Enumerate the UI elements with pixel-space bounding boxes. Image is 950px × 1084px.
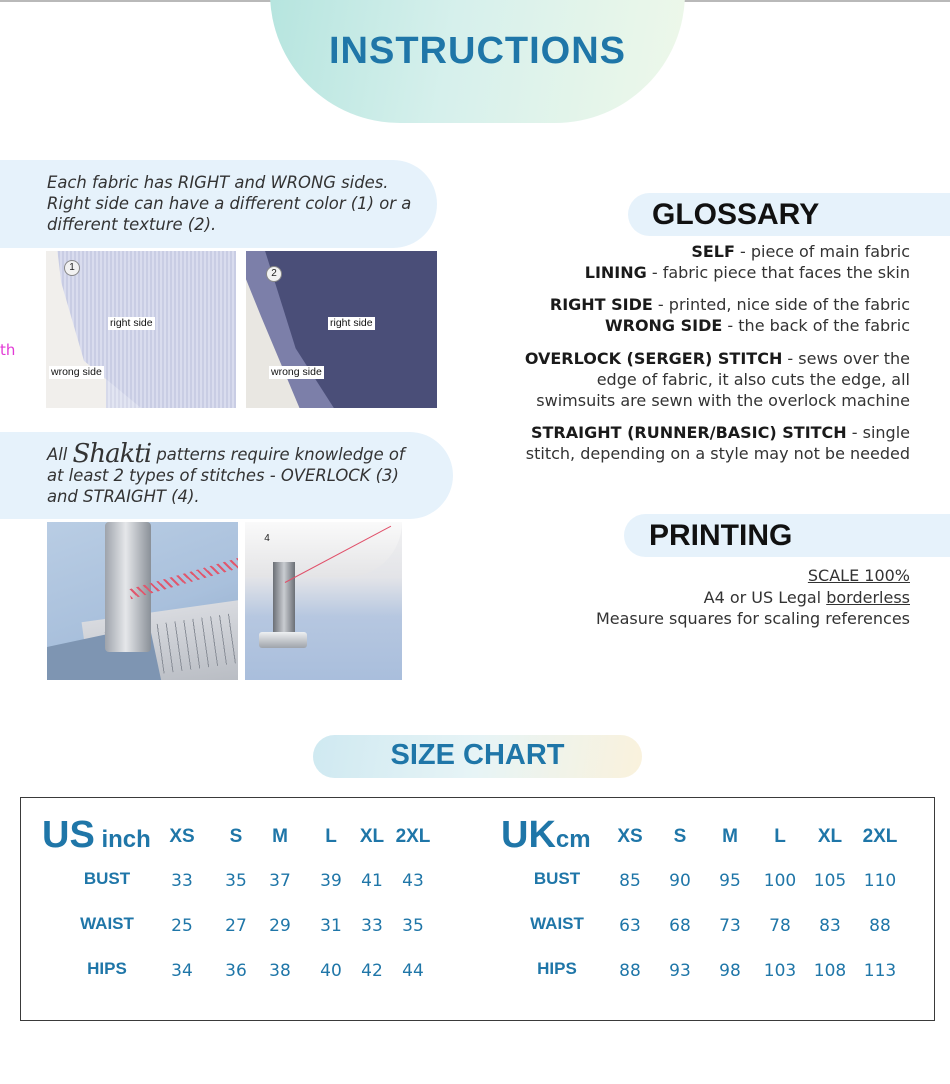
page-title: INSTRUCTIONS <box>329 30 626 72</box>
uk-size-header: L <box>774 826 786 847</box>
glossary-group <box>585 241 910 283</box>
uk-size-value: 93 <box>669 961 691 981</box>
us-size-value: 27 <box>225 916 247 936</box>
fabric-photo-color <box>46 251 236 408</box>
size-chart-title: SIZE CHART <box>390 739 565 771</box>
uk-size-value: 108 <box>813 961 847 981</box>
us-size-value: 39 <box>320 871 342 891</box>
uk-measure-label: WAIST <box>530 914 584 933</box>
uk-measure-label: HIPS <box>537 959 577 978</box>
uk-size-header: M <box>722 826 738 847</box>
stitch-types-note <box>0 432 453 519</box>
us-size-value: 40 <box>320 961 342 981</box>
uk-size-value: 88 <box>869 916 891 936</box>
photo-number-badge: 4 <box>264 533 270 544</box>
us-size-header: M <box>272 826 288 847</box>
us-size-value: 37 <box>269 871 291 891</box>
glossary-entry: LINING - fabric piece that faces the skin <box>584 263 910 282</box>
uk-size-value: 100 <box>763 871 797 891</box>
uk-size-value: 88 <box>619 961 641 981</box>
us-size-value: 31 <box>320 916 342 936</box>
us-size-value: 38 <box>269 961 291 981</box>
stitch-note-text: patterns require knowledge of <box>156 445 405 464</box>
glossary-group <box>525 348 910 411</box>
uk-size-value: 113 <box>863 961 897 981</box>
uk-size-value: 98 <box>719 961 741 981</box>
us-size-value: 29 <box>269 916 291 936</box>
us-size-header: XL <box>359 826 385 847</box>
shakti-logo: Shakti <box>72 439 152 469</box>
printing-heading: PRINTING <box>624 514 950 557</box>
us-size-header: L <box>325 826 337 847</box>
fabric-note-line: Right side can have a different color (1) or a <box>47 194 412 213</box>
glossary-entry-cont: edge of fabric, it also cuts the edge, all <box>596 370 910 389</box>
uk-size-header: S <box>673 826 687 847</box>
uk-size-value: 68 <box>669 916 691 936</box>
uk-measure-label: BUST <box>533 869 581 888</box>
glossary-entry: RIGHT SIDE - printed, nice side of the fabric <box>549 295 910 314</box>
glossary-entry-cont: swimsuits are sewn with the overlock machine <box>536 391 910 410</box>
glossary-entry: SELF - piece of main fabric <box>691 242 910 261</box>
stitch-note-line: at least 2 types of stitches - OVERLOCK (3) <box>47 466 399 485</box>
uk-size-header: XS <box>617 826 643 847</box>
print-measure-note: Measure squares for scaling references <box>595 609 910 628</box>
us-measure-label: WAIST <box>80 914 134 933</box>
glossary-entry: STRAIGHT (RUNNER/BASIC) STITCH - single <box>530 423 910 442</box>
uk-size-value: 78 <box>769 916 791 936</box>
stitch-note-text: All <box>47 445 68 464</box>
right-side-label: right side <box>110 317 153 329</box>
us-size-value: 44 <box>402 961 424 981</box>
print-scale: SCALE 100% <box>807 566 910 585</box>
overlock-stitch-photo <box>47 522 238 680</box>
us-size-header: S <box>229 826 243 847</box>
straight-stitch-photo <box>245 522 402 680</box>
print-paper: A4 or US Legal borderless <box>703 588 910 607</box>
cropped-text-fragment: th <box>0 341 16 359</box>
glossary-entry: OVERLOCK (SERGER) STITCH - sews over the <box>524 349 910 368</box>
fabric-note-line: different texture (2). <box>47 215 217 234</box>
glossary-heading: GLOSSARY <box>628 193 950 236</box>
right-side-label: right side <box>330 317 373 329</box>
uk-size-value: 90 <box>669 871 691 891</box>
us-unit-label: US inch <box>42 814 151 856</box>
uk-size-value: 85 <box>619 871 641 891</box>
us-measure-label: BUST <box>83 869 131 888</box>
printing-info <box>596 565 910 629</box>
us-size-value: 35 <box>225 871 247 891</box>
uk-size-value: 73 <box>719 916 741 936</box>
us-size-value: 33 <box>171 871 193 891</box>
us-size-value: 35 <box>402 916 424 936</box>
glossary-entry: WRONG SIDE - the back of the fabric <box>604 316 910 335</box>
us-size-value: 33 <box>361 916 383 936</box>
uk-size-value: 110 <box>863 871 897 891</box>
us-size-value: 34 <box>171 961 193 981</box>
uk-size-value: 83 <box>819 916 841 936</box>
glossary-group <box>526 422 910 464</box>
uk-size-value: 105 <box>813 871 847 891</box>
uk-size-header: XL <box>817 826 843 847</box>
uk-size-header: 2XL <box>862 826 898 847</box>
us-size-value: 42 <box>361 961 383 981</box>
glossary-group <box>550 294 910 336</box>
us-size-value: 25 <box>171 916 193 936</box>
photo-number-badge: 2 <box>266 266 282 282</box>
uk-size-value: 63 <box>619 916 641 936</box>
us-size-value: 43 <box>402 871 424 891</box>
wrong-side-label: wrong side <box>51 366 102 378</box>
uk-size-value: 95 <box>719 871 741 891</box>
us-size-value: 41 <box>361 871 383 891</box>
fabric-note-line: Each fabric has RIGHT and WRONG sides. <box>47 173 389 192</box>
us-size-header: XS <box>169 826 195 847</box>
fabric-photo-texture <box>246 251 437 408</box>
us-size-value: 36 <box>225 961 247 981</box>
fabric-sides-note <box>0 160 437 248</box>
us-size-header: 2XL <box>395 826 431 847</box>
wrong-side-label: wrong side <box>271 366 322 378</box>
uk-size-value: 103 <box>763 961 797 981</box>
us-measure-label: HIPS <box>87 959 127 978</box>
stitch-note-line: and STRAIGHT (4). <box>47 487 200 506</box>
photo-number-badge: 1 <box>64 260 80 276</box>
glossary-entry-cont: stitch, depending on a style may not be needed <box>525 444 910 463</box>
uk-unit-label: UKcm <box>501 814 591 856</box>
